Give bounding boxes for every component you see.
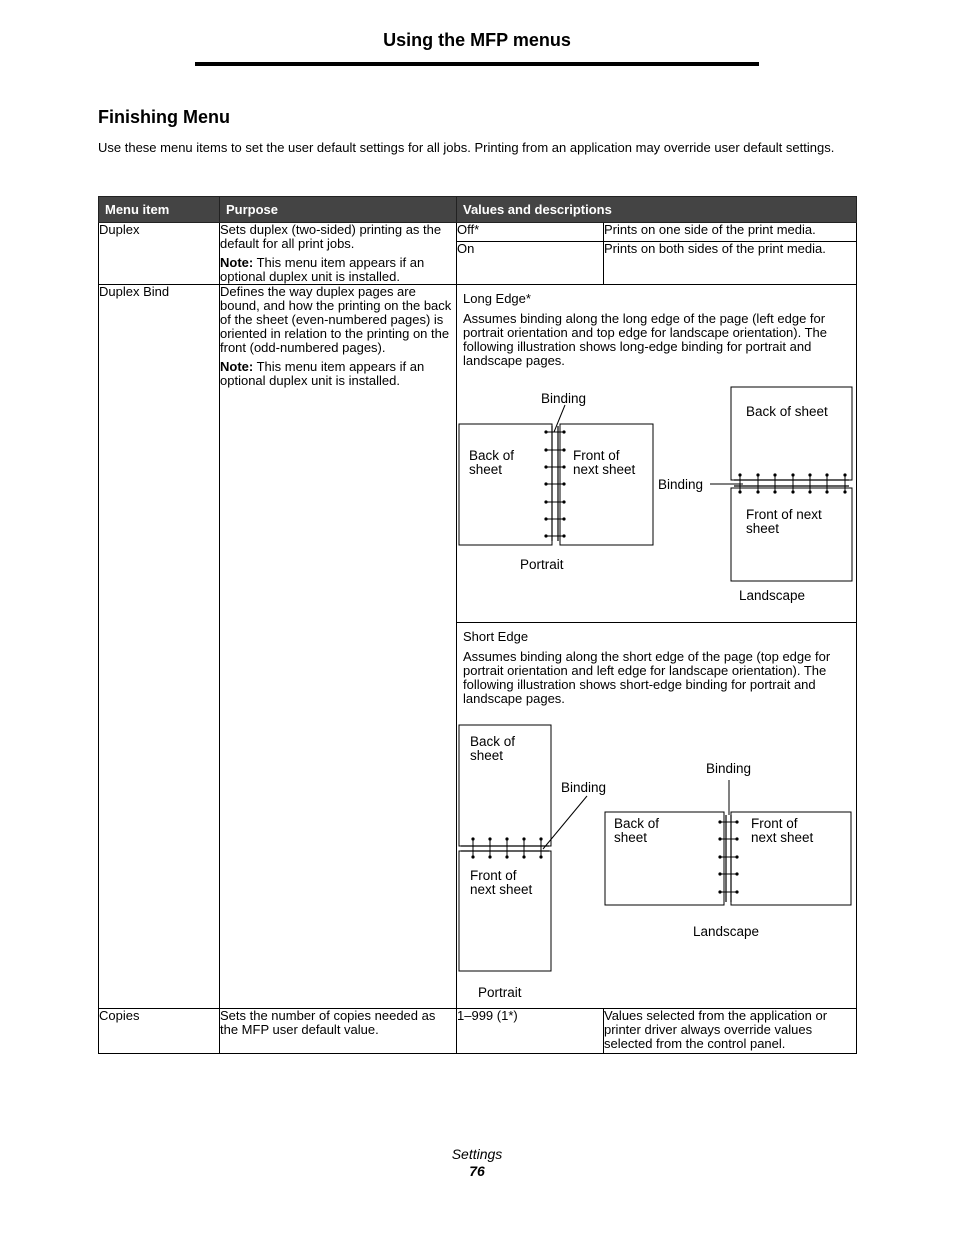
menu-item-name: Copies: [99, 1008, 140, 1023]
desc-on: [604, 242, 857, 285]
desc-text: Prints on one side of the print media.: [604, 222, 816, 237]
note-label: Note:: [220, 255, 254, 270]
value-text: On: [457, 241, 475, 257]
value-on: [457, 242, 604, 285]
short-edge-illustration: [457, 712, 856, 1008]
finishing-menu-table: [98, 196, 857, 1054]
value-off: [457, 223, 604, 242]
short-edge-cell: [457, 623, 857, 1009]
desc-text: Prints on both sides of the print media.: [604, 241, 826, 257]
purpose-note: [220, 256, 456, 284]
long-edge-diagram: [457, 374, 855, 622]
note-text: This menu item appears if an optional duplex unit is installed.: [220, 359, 425, 388]
menu-item-duplex-bind: [99, 285, 220, 1009]
section-title: Finishing Menu: [98, 107, 230, 127]
value-text: 1–999 (1*): [457, 1008, 518, 1023]
footer-section: Settings: [451, 1146, 503, 1162]
purpose-note: [220, 360, 456, 388]
table-header-row: [99, 197, 857, 223]
portrait-back-label-2: sheet: [470, 748, 504, 763]
portrait-binding-label: Binding: [561, 780, 607, 795]
purpose-duplex-bind: [220, 285, 457, 1009]
short-edge-description: Assumes binding along the short edge of the page (top edge for portrait orientation and left edge for landscape orientation). The following illustration shows short-edge binding for portrait and landscape pages.: [463, 649, 831, 706]
purpose-copies: [220, 1009, 457, 1054]
header-purpose: Purpose: [220, 197, 457, 223]
landscape-caption: Landscape: [693, 924, 760, 939]
portrait-binding-label: Binding: [541, 391, 587, 406]
header-values: Values and descriptions: [457, 197, 857, 223]
long-edge-description: Assumes binding along the long edge of the page (left edge for portrait orientation and top edge for landscape orientation). The following illustration shows long-edge binding for portrait and landscape pages.: [463, 311, 827, 368]
menu-item-duplex: [99, 223, 220, 285]
menu-item-copies: [99, 1009, 220, 1054]
landscape-front-label-1: Front of: [751, 816, 798, 831]
value-text: Off*: [457, 222, 480, 237]
menu-item-name: Duplex Bind: [99, 284, 170, 299]
page-number: 76: [469, 1163, 485, 1179]
value-copies: [457, 1009, 604, 1054]
landscape-caption: Landscape: [739, 588, 806, 603]
desc-copies: [604, 1009, 857, 1054]
portrait-caption: Portrait: [520, 557, 564, 572]
landscape-back-label-1: Back of: [614, 816, 660, 831]
portrait-caption: Portrait: [478, 985, 522, 1000]
portrait-front-label-2: next sheet: [573, 462, 636, 477]
portrait-front-sheet: [560, 424, 653, 545]
purpose-text: Sets duplex (two-sided) printing as the default for all print jobs.: [220, 222, 442, 251]
short-edge-diagram: [457, 712, 855, 1008]
menu-item-name: Duplex: [99, 222, 140, 237]
page-footer: [0, 1146, 954, 1179]
long-edge-illustration: [457, 374, 856, 622]
landscape-back-sheet: [731, 387, 852, 480]
portrait-front-label-2: next sheet: [470, 882, 533, 897]
note-text: This menu item appears if an optional duplex unit is installed.: [220, 255, 425, 284]
table-row: [99, 285, 857, 623]
header-rule: [195, 62, 759, 66]
table-row: [99, 223, 857, 242]
purpose-text: Sets the number of copies needed as the MFP user default value.: [220, 1008, 436, 1037]
landscape-binding-label: Binding: [706, 761, 752, 776]
landscape-front-label-1: Front of next: [746, 507, 822, 522]
table-row: [99, 1009, 857, 1054]
landscape-back-label: Back of sheet: [746, 404, 828, 419]
purpose-duplex: [220, 223, 457, 285]
purpose-text: Defines the way duplex pages are bound, and how the printing on the back of the sheet (even-numbered pages) is oriented in relation to the printing on the front (odd-numbered pages).: [220, 284, 452, 355]
intro-paragraph: Use these menu items to set the user default settings for all jobs. Printing from an application may override user default settings.: [98, 140, 835, 155]
long-edge-title: Long Edge*: [463, 291, 531, 306]
portrait-front-label-1: Front of: [470, 868, 517, 883]
header-menu-item: Menu item: [99, 197, 220, 223]
portrait-back-label-1: Back of: [469, 448, 515, 463]
desc-off: [604, 223, 857, 242]
portrait-back-label-2: sheet: [469, 462, 503, 477]
landscape-front-label-2: sheet: [746, 521, 780, 536]
landscape-back-label-2: sheet: [614, 830, 648, 845]
desc-text: Values selected from the application or printer driver always override values selected from the control panel.: [604, 1008, 828, 1051]
portrait-front-label-1: Front of: [573, 448, 620, 463]
portrait-back-sheet: [459, 424, 552, 545]
note-label: Note:: [220, 359, 254, 374]
long-edge-cell: [457, 285, 857, 623]
short-edge-title: Short Edge: [463, 629, 529, 644]
landscape-binding-label: Binding: [658, 477, 704, 492]
portrait-back-label-1: Back of: [470, 734, 516, 749]
landscape-front-label-2: next sheet: [751, 830, 814, 845]
running-head-title: Using the MFP menus: [383, 30, 571, 50]
